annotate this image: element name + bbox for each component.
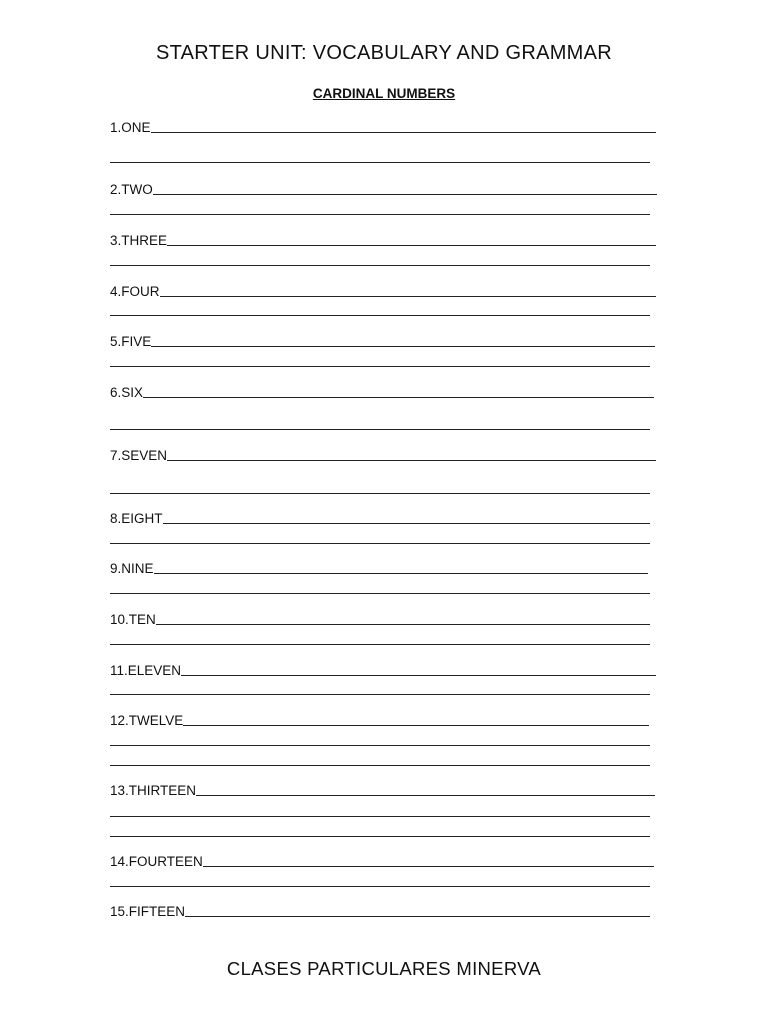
answer-line[interactable] <box>110 836 650 837</box>
item-row-12[interactable] <box>110 711 649 729</box>
answer-line[interactable] <box>203 866 654 867</box>
answer-line[interactable] <box>151 346 655 347</box>
item-label: 6.SIX <box>110 385 144 400</box>
item-label: 10.TEN <box>110 612 156 627</box>
answer-line[interactable] <box>181 675 656 676</box>
answer-line[interactable] <box>110 745 650 746</box>
item-row-13[interactable] <box>110 781 655 799</box>
answer-line[interactable] <box>153 194 657 195</box>
item-label: 5.FIVE <box>110 334 152 349</box>
answer-line[interactable] <box>167 460 656 461</box>
answer-line[interactable] <box>110 162 650 163</box>
answer-line[interactable] <box>110 765 650 766</box>
item-label: 15.FIFTEEN <box>110 904 186 919</box>
item-label: 7.SEVEN <box>110 448 168 463</box>
answer-line[interactable] <box>110 593 650 594</box>
item-label: 14.FOURTEEN <box>110 854 203 869</box>
answer-line[interactable] <box>196 795 655 796</box>
answer-line[interactable] <box>185 916 650 917</box>
item-label: 12.TWELVE <box>110 713 184 728</box>
item-label: 8.EIGHT <box>110 511 163 526</box>
item-row-7[interactable] <box>110 446 656 464</box>
item-row-9[interactable] <box>110 559 648 577</box>
item-row-15[interactable] <box>110 902 650 920</box>
section-subtitle: CARDINAL NUMBERS <box>312 86 456 101</box>
item-label: 3.THREE <box>110 233 168 248</box>
item-row-10[interactable] <box>110 610 650 628</box>
answer-line[interactable] <box>110 214 650 215</box>
answer-line[interactable] <box>110 694 650 695</box>
item-row-3[interactable] <box>110 231 656 249</box>
answer-line[interactable] <box>110 886 650 887</box>
answer-line[interactable] <box>143 397 654 398</box>
item-row-8[interactable] <box>110 509 650 527</box>
item-label: 13.THIRTEEN <box>110 783 197 798</box>
item-label: 1.ONE <box>110 120 151 135</box>
item-label: 11.ELEVEN <box>110 663 182 678</box>
answer-line[interactable] <box>160 296 656 297</box>
footer-text: CLASES PARTICULARES MINERVA <box>226 958 542 979</box>
item-label: 2.TWO <box>110 182 153 197</box>
answer-line[interactable] <box>110 543 650 544</box>
answer-line[interactable] <box>110 493 650 494</box>
item-row-4[interactable] <box>110 282 656 300</box>
item-row-1[interactable] <box>110 118 656 136</box>
answer-line[interactable] <box>154 573 648 574</box>
answer-line[interactable] <box>183 725 649 726</box>
answer-line[interactable] <box>156 624 650 625</box>
answer-line[interactable] <box>110 644 650 645</box>
item-label: 9.NINE <box>110 561 154 576</box>
page-title: STARTER UNIT: VOCABULARY AND GRAMMAR <box>155 42 613 64</box>
answer-line[interactable] <box>167 245 656 246</box>
answer-line[interactable] <box>110 429 650 430</box>
answer-line[interactable] <box>110 816 650 817</box>
item-row-14[interactable] <box>110 852 654 870</box>
item-row-2[interactable] <box>110 180 657 198</box>
answer-line[interactable] <box>163 523 650 524</box>
item-row-11[interactable] <box>110 661 656 679</box>
item-row-5[interactable] <box>110 332 655 350</box>
item-row-6[interactable] <box>110 383 654 401</box>
item-label: 4.FOUR <box>110 284 160 299</box>
answer-line[interactable] <box>110 366 650 367</box>
answer-line[interactable] <box>151 132 656 133</box>
answer-line[interactable] <box>110 315 650 316</box>
answer-line[interactable] <box>110 265 650 266</box>
